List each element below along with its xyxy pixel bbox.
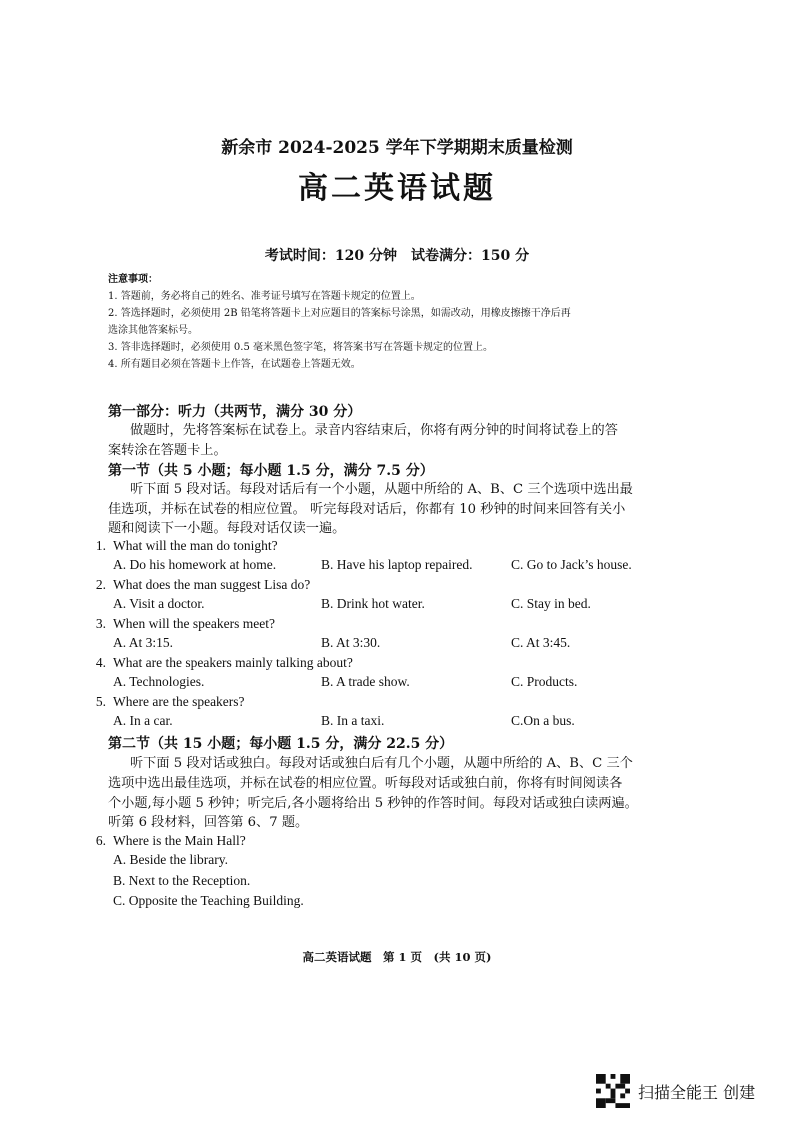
notes-item: 1. 答题前，务必将自己的姓名、准考证号填写在答题卡规定的位置上。 xyxy=(108,291,421,302)
part1-title: 第一部分：听力（共两节，满分 30 分） xyxy=(108,404,362,420)
option-b: B. A trade show. xyxy=(321,674,410,689)
question-text: Where is the Main Hall? xyxy=(113,833,246,848)
question-number: 2. xyxy=(95,577,106,592)
question-text: What will the man do tonight? xyxy=(113,538,278,553)
section1-intro-line: 佳选项，并标在试卷的相应位置。 听完每段对话后，你都有 10 秒钟的时间来回答有关小 xyxy=(108,502,626,517)
question-text: When will the speakers meet? xyxy=(113,616,275,631)
option-a: A. At 3:15. xyxy=(113,635,174,650)
exam-info: 考试时间：120 分钟 试卷满分：150 分 xyxy=(264,248,530,264)
page-title: 高二英语试题 xyxy=(298,171,496,206)
notes-block xyxy=(108,271,738,373)
option-a: A. Beside the library. xyxy=(113,852,228,867)
notes-item: 选涂其他答案标号。 xyxy=(108,325,198,336)
option-a: A. In a car. xyxy=(113,713,173,728)
watermark-label: 扫描全能王 创建 xyxy=(638,1083,756,1102)
option-b: B. Next to the Reception. xyxy=(113,873,251,888)
question-number: 6. xyxy=(95,833,106,848)
question-number: 3. xyxy=(95,616,106,631)
section1-title: 第一节（共 5 小题；每小题 1.5 分，满分 7.5 分） xyxy=(108,463,434,479)
option-a: A. Technologies. xyxy=(113,674,205,689)
option-b: B. In a taxi. xyxy=(321,713,385,728)
option-b: B. At 3:30. xyxy=(321,635,381,650)
part1-intro-line: 做题时，先将答案标在试卷上。录音内容结束后，你将有两分钟的时间将试卷上的答 xyxy=(130,423,618,438)
notes-item: 2. 答选择题时，必须使用 2B 铅笔将答题卡上对应题目的答案标号涂黑，如需改动，用橡皮擦擦干净后再 xyxy=(108,308,571,319)
question-number: 1. xyxy=(95,538,106,553)
option-c: C. Go to Jack’s house. xyxy=(511,557,632,572)
question-text: Where are the speakers? xyxy=(113,694,245,709)
section2-intro-line: 听下面 5 段对话或独白。每段对话或独白后有几个小题，从题中所给的 A、B、C 三个 xyxy=(130,756,633,771)
option-a: A. Do his homework at home. xyxy=(113,557,277,572)
question-number: 4. xyxy=(95,655,106,670)
section2-title: 第二节（共 15 小题；每小题 1.5 分，满分 22.5 分） xyxy=(108,736,454,752)
section2-intro-line: 选项中选出最佳选项，并标在试卷的相应位置。听每段对话或独白前，你将有时间阅读各 xyxy=(108,776,623,791)
notes-heading: 注意事项： xyxy=(108,274,158,285)
option-b: B. Drink hot water. xyxy=(321,596,425,611)
question-text: What are the speakers mainly talking about? xyxy=(113,655,353,670)
option-c: C. At 3:45. xyxy=(511,635,571,650)
option-c: C.On a bus. xyxy=(511,713,575,728)
question-number: 5. xyxy=(95,694,106,709)
option-a: A. Visit a doctor. xyxy=(113,596,205,611)
part1-intro-line: 案转涂在答题卡上。 xyxy=(108,443,227,458)
section2-intro-line: 个小题,每小题 5 秒钟；听完后,各小题将给出 5 秒钟的作答时间。每段对话或独白读两遍。 xyxy=(108,796,638,811)
option-b: B. Have his laptop repaired. xyxy=(321,557,473,572)
option-c: C. Opposite the Teaching Building. xyxy=(113,893,304,908)
notes-item: 3. 答非选择题时，必须使用 0.5 毫米黑色签字笔，将答案书写在答题卡规定的位置上。 xyxy=(108,342,493,353)
section1-intro-line: 听下面 5 段对话。每段对话后有一个小题，从题中所给的 A、B、C 三个选项中选出最 xyxy=(130,482,633,497)
section2-intro-line: 听第 6 段材料，回答第 6、7 题。 xyxy=(108,815,309,830)
page-footer: 高二英语试题 第 1 页 (共 10 页) xyxy=(302,950,492,964)
option-c: C. Stay in bed. xyxy=(511,596,591,611)
section1-intro-line: 题和阅读下一小题。每段对话仅读一遍。 xyxy=(108,521,346,536)
option-c: C. Products. xyxy=(511,674,578,689)
question-text: What does the man suggest Lisa do? xyxy=(113,577,311,592)
exam-subtitle: 新余市 2024-2025 学年下学期期末质量检测 xyxy=(221,138,573,158)
notes-item: 4. 所有题目必须在答题卡上作答，在试题卷上答题无效。 xyxy=(108,359,361,370)
qr-code-icon xyxy=(596,1074,630,1108)
